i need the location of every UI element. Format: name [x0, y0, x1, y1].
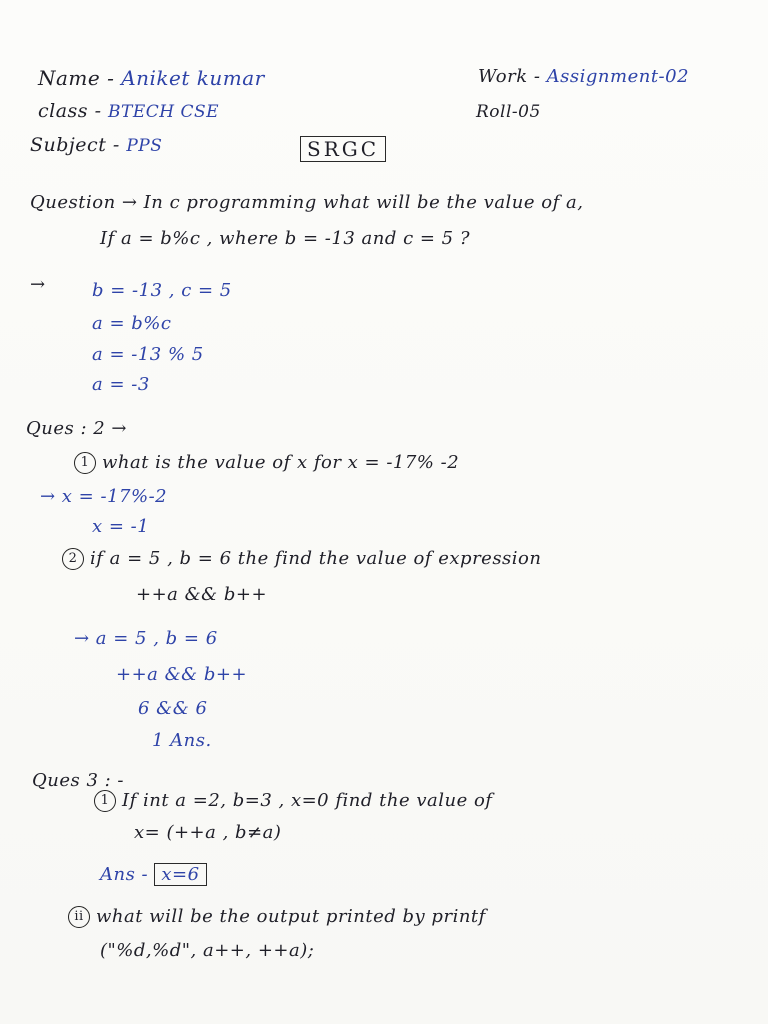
q1-step-4: a = -3 [92, 374, 150, 395]
work-line [478, 66, 689, 87]
q2-part1-step-1: → x = -17%-2 [40, 486, 168, 507]
q3-answer-line [100, 864, 207, 885]
q3-label: Ques 3 : - [32, 770, 125, 791]
q1-line1: Question → In c programming what will be the value of a, [30, 192, 584, 213]
q3-part1-question-line [94, 790, 492, 812]
q3-answer-label: Ans - [100, 864, 155, 885]
q2-part2-question: if a = 5 , b = 6 the find the value of expression [90, 548, 542, 569]
q3-part2-question: what will be the output printed by printf [96, 906, 486, 927]
q2-part2-step-4: 1 Ans. [152, 730, 212, 751]
class-value: BTECH CSE [108, 102, 220, 122]
q3-part1-expression: x= (++a , b≠a) [134, 822, 282, 843]
q2-part2-number: 2 [62, 548, 84, 570]
q2-part2-step-3: 6 && 6 [138, 698, 208, 719]
subject-line [30, 134, 162, 156]
subject-value: PPS [126, 136, 163, 156]
q2-part1-step-2: x = -1 [92, 516, 150, 537]
q2-part2-step-1: → a = 5 , b = 6 [74, 628, 218, 649]
q3-part2-number: ii [68, 906, 90, 928]
class-label: class - [38, 100, 109, 122]
work-value: Assignment-02 [546, 66, 690, 87]
work-label: Work - [478, 66, 547, 87]
q2-part1-number: 1 [74, 452, 96, 474]
q3-part2-question-line [68, 906, 486, 928]
q1-step-1: b = -13 , c = 5 [92, 280, 232, 301]
q2-part1-question: what is the value of x for x = -17% -2 [102, 452, 460, 473]
roll-line: Roll-05 [476, 102, 541, 122]
subject-label: Subject - [30, 134, 127, 156]
college-stamp: SRGC [300, 136, 386, 162]
q2-part2-expression: ++a && b++ [136, 584, 268, 605]
name-label: Name - [38, 66, 122, 90]
q2-part1-question-line [74, 452, 459, 474]
q2-part2-step-2: ++a && b++ [116, 664, 248, 685]
q2-part2-question-line [62, 548, 541, 570]
q3-part1-question: If int a =2, b=3 , x=0 find the value of [122, 790, 493, 811]
q3-answer-box: x=6 [154, 863, 206, 886]
q1-arrow: → [30, 274, 46, 295]
q3-part2-expression: ("%d,%d", a++, ++a); [100, 940, 315, 961]
q3-part1-number: 1 [94, 790, 116, 812]
q1-line2: If a = b%c , where b = -13 and c = 5 ? [100, 228, 471, 249]
q2-label: Ques : 2 → [26, 418, 128, 439]
q1-step-3: a = -13 % 5 [92, 344, 204, 365]
name-value: Aniket kumar [121, 66, 265, 90]
class-line [38, 100, 219, 122]
name-line [38, 66, 265, 90]
q1-step-2: a = b%c [92, 313, 172, 334]
